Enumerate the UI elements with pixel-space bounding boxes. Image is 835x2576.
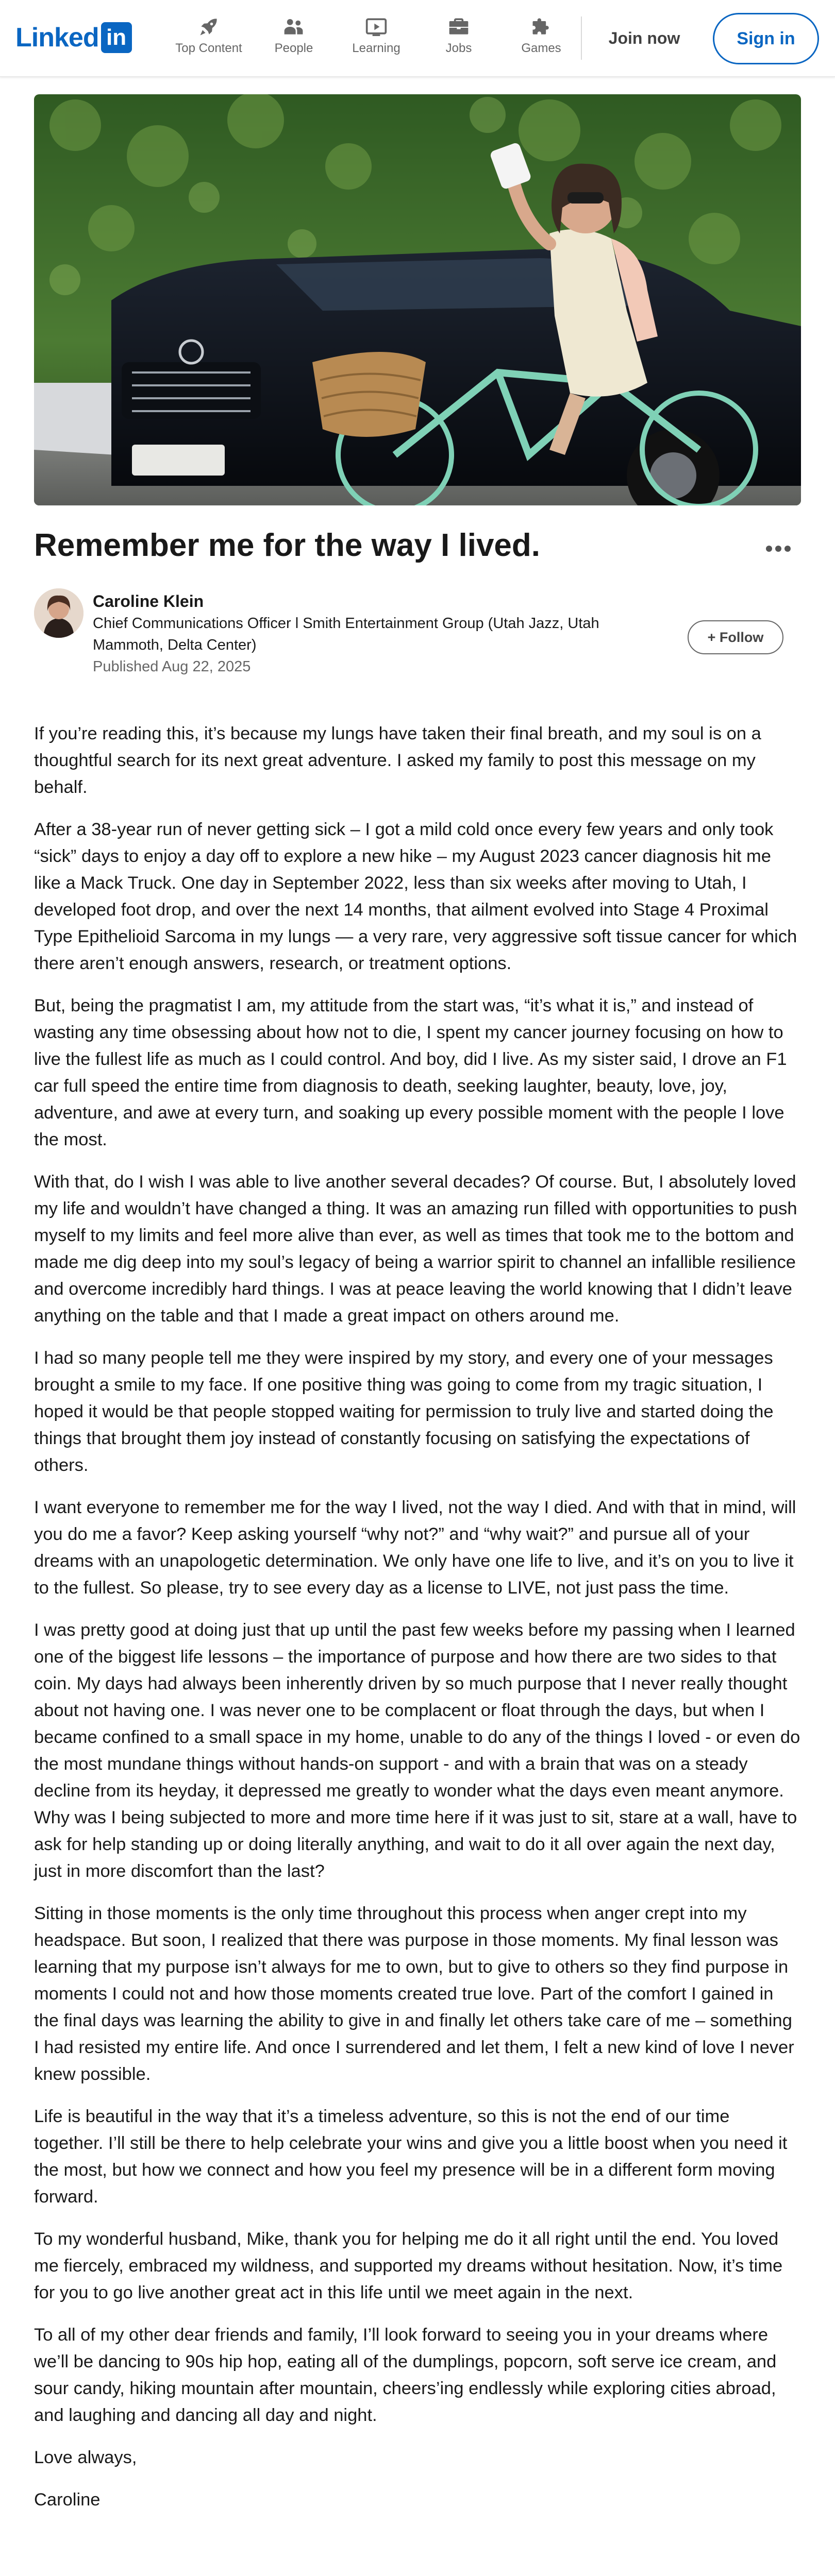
nav-people[interactable] <box>253 15 335 56</box>
article-body <box>34 720 801 2529</box>
logo-box: in <box>101 22 132 53</box>
rocket-icon <box>197 15 220 38</box>
people-icon <box>282 15 305 38</box>
nav-top-content[interactable] <box>165 15 253 56</box>
article-paragraph: I had so many people tell me they were inspired by my story, and every one of your messages brought a smile to my face. If one positive thing was going to come from my tragic situation, I hoped it would be that people stopped waiting for permission to truly live and started doing the things that brought them joy instead of constantly focusing on satisfying the expectations of others. <box>34 1348 774 1475</box>
more-options-button[interactable] <box>758 536 799 562</box>
article-paragraph: If you’re reading this, it’s because my lungs have taken their final breath, and my soul is on a thoughtful search for its next great adventure. I asked my family to post this message on my behalf. <box>34 724 761 797</box>
linkedin-logo[interactable] <box>15 21 132 55</box>
join-now-button[interactable]: Join now <box>593 18 696 59</box>
author-photo <box>34 588 84 638</box>
learning-icon <box>365 15 388 38</box>
author-headline: Chief Communications Officer l Smith Entertainment Group (Utah Jazz, Utah Mammoth, Delta Center) <box>93 615 599 653</box>
nav-label: Top Content <box>175 41 242 55</box>
nav-label: Learning <box>352 41 400 55</box>
article-paragraph: After a 38-year run of never getting sick – I got a mild cold once every few years and only took “sick” days to enjoy a day off to explore a new hike – my August 2023 cancer diagnosis hit me like a Mack Truck. One day in September 2022, less than six weeks after moving to Utah, I developed foot drop, and over the next 14 months, that ailment evolved into Stage 4 Proximal Type Epithelioid Sarcoma in my lungs — a very rare, very aggressive soft tissue cancer for which there aren’t enough answers, research, or treatment options. <box>34 820 797 973</box>
article-paragraph: I want everyone to remember me for the way I lived, not the way I died. And with that in mind, will you do me a favor? Keep asking yourself “why not?” and “why wait?” and pursue all of your dreams with an unapologetic determination. We only have one life to live, and it’s on you to live it to the fullest. So please, try to see every day as a license to LIVE, not just pass the time. <box>34 1498 796 1598</box>
ellipsis-icon <box>766 545 791 552</box>
nav-learning[interactable] <box>335 15 417 56</box>
follow-button[interactable]: + Follow <box>688 620 783 654</box>
nav-label: People <box>274 41 313 55</box>
author-avatar[interactable] <box>34 588 84 638</box>
article-cover-image <box>34 94 801 505</box>
nav-divider <box>581 16 582 60</box>
article-paragraph: To all of my other dear friends and family, I’ll look forward to seeing you in your dreams where we’ll be dancing to 90s hip hop, eating all of the dumplings, popcorn, soft serve ice cream, and sour candy, hiking mountain after mountain, cheers’ing endlessly while exploring cities abroad, and laughing and dancing all day and night. <box>34 2325 777 2425</box>
nav-jobs[interactable] <box>417 15 500 56</box>
author-info <box>93 590 649 677</box>
puzzle-icon <box>530 15 553 38</box>
sign-in-button[interactable]: Sign in <box>713 13 819 64</box>
article-paragraph: Sitting in those moments is the only time throughout this process when anger crept into my headspace. But soon, I realized that there was purpose in those moments. My final lesson was learning that my purpose isn’t always for me to own, but to give to others so they find purpose in moments I could not and how those moments created true love. Part of the comfort I gained in the final days was learning the ability to give in and finally let others take care of me – something I had resisted my entire life. And once I surrendered and let them, I felt a new kind of love I never knew possible. <box>34 1904 794 2084</box>
top-nav-bar <box>0 0 835 77</box>
author-name[interactable]: Caroline Klein <box>93 592 204 611</box>
published-date: Published Aug 22, 2025 <box>93 658 251 675</box>
article-paragraph: I was pretty good at doing just that up until the past few weeks before my passing when I learned one of the biggest life lessons – the importance of purpose and how there are two sides to that coin. My days had always been inherently driven by so much purpose that I never really thought about not having one. I was never one to be complacent or float through the days, but when I became confined to a small space in my home, unable to do any of the things I loved - or even do the most mundane things without hands-on support - and with a brain that was on a steady decline from its heyday, it depressed me greatly to wonder what the days even meant anymore. Why was I being subjected to more and more time here if it was just to sit, stare at a wall, have to ask for help standing up or doing literally anything, and wait to do it all over again the next day, just in more discomfort than the last? <box>34 1620 800 1881</box>
article-paragraph: Life is beautiful in the way that it’s a timeless adventure, so this is not the end of our time together. I’ll still be there to help celebrate your wins and give you a little boost when you need it the most, but how we connect and how you feel my presence will be in a different form moving forward. <box>34 2107 788 2207</box>
logo-wordmark: Linked <box>15 23 99 53</box>
article-paragraph: But, being the pragmatist I am, my attitude from the start was, “it’s what it is,” and instead of wasting any time obsessing about how not to die, I spent my cancer journey focusing on how to live the fullest life as much as I could control. And boy, did I live. As my sister said, I drove an F1 car full speed the entire time from diagnosis to death, seeking laughter, beauty, love, joy, adventure, and awe at every turn, and soaking up every possible moment with the people I love the most. <box>34 996 787 1149</box>
article-title: Remember me for the way I lived. <box>34 528 541 563</box>
nav-label: Jobs <box>445 41 472 55</box>
nav-games[interactable] <box>500 15 582 56</box>
article-paragraph: To my wonderful husband, Mike, thank you for helping me do it all right until the end. You loved me fiercely, embraced my wildness, and supported my dreams without hesitation. Now, it’s time for you to go live another great act in this life until we meet again in the next. <box>34 2229 783 2302</box>
nav-label: Games <box>521 41 561 55</box>
signature-name: Caroline <box>34 2490 101 2510</box>
cover-photo-woman-on-bicycle <box>34 94 801 505</box>
sign-off-line: Love always, <box>34 2448 137 2467</box>
briefcase-icon <box>447 15 470 38</box>
main-nav <box>165 15 582 56</box>
article-paragraph: With that, do I wish I was able to live another several decades? Of course. But, I absolutely loved my life and wouldn’t have changed a thing. It was an amazing run filled with opportunities to push myself to my limits and feel more alive than ever, as well as times that took me to the bottom and made me dig deep into my soul’s legacy of being a warrior spirit to channel an infallible resilience and overcome incredibly hard things. I was at peace leaving the world knowing that I didn’t leave anything on the table and that I made a great impact on others around me. <box>34 1172 797 1326</box>
